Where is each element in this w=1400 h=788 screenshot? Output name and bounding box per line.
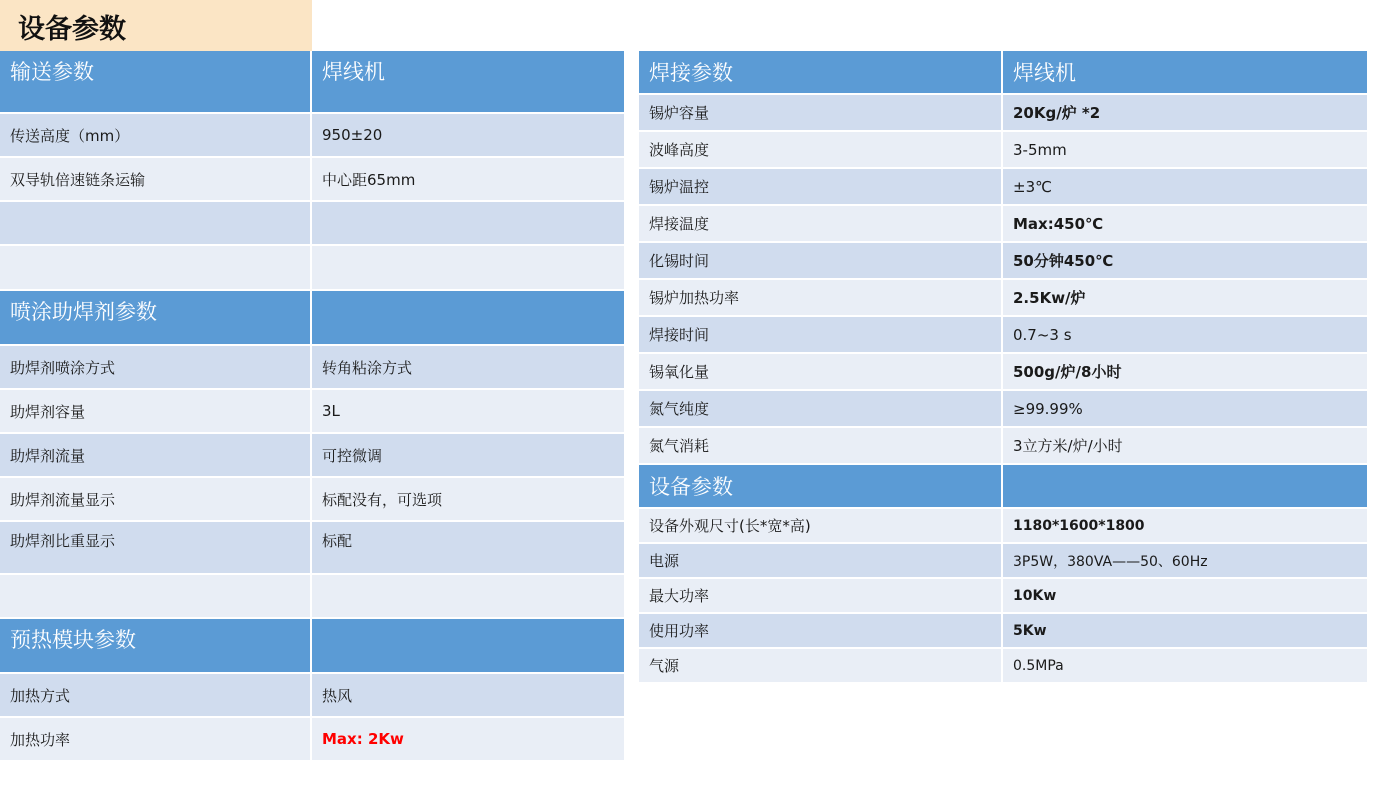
- param-value: 热风: [312, 674, 624, 718]
- section-header-flux: [0, 291, 624, 346]
- table-row: [639, 428, 1367, 465]
- param-name: 使用功率: [639, 614, 1003, 649]
- table-row: [639, 169, 1367, 206]
- param-value: 50分钟450℃: [1003, 243, 1367, 280]
- param-value: 中心距65mm: [312, 158, 624, 202]
- header-value: [312, 291, 624, 346]
- param-name: 助焊剂比重显示: [0, 522, 312, 575]
- header-label: 焊接参数: [639, 51, 1003, 95]
- table-row: [0, 346, 624, 390]
- param-value: 3-5mm: [1003, 132, 1367, 169]
- param-value: 3P5W，380VA——50、60Hz: [1003, 544, 1367, 579]
- table-row: [0, 434, 624, 478]
- param-value: 20Kg/炉 *2: [1003, 95, 1367, 132]
- param-name: 焊接温度: [639, 206, 1003, 243]
- param-value: 0.5MPa: [1003, 649, 1367, 684]
- param-name: [0, 575, 312, 619]
- param-value: 可控微调: [312, 434, 624, 478]
- param-value: 2.5Kw/炉: [1003, 280, 1367, 317]
- table-row: [639, 95, 1367, 132]
- table-row: [639, 579, 1367, 614]
- table-row: [639, 132, 1367, 169]
- param-name: 加热方式: [0, 674, 312, 718]
- table-row-empty: [0, 246, 624, 291]
- param-value: 1180*1600*1800: [1003, 509, 1367, 544]
- header-value: 焊线机: [1003, 51, 1367, 95]
- table-row: [639, 649, 1367, 684]
- table-row-empty: [0, 575, 624, 619]
- header-label: 预热模块参数: [0, 619, 312, 674]
- param-name: 锡炉容量: [639, 95, 1003, 132]
- param-value-highlight: Max: 2Kw: [312, 718, 624, 762]
- page-title: 设备参数: [18, 14, 126, 45]
- param-value: [312, 202, 624, 246]
- param-name: 双导轨倍速链条运输: [0, 158, 312, 202]
- table-row: [0, 718, 624, 762]
- section-header-conveyor: [0, 51, 624, 114]
- header-label: 输送参数: [0, 51, 312, 114]
- param-name: 传送高度（mm）: [0, 114, 312, 158]
- param-name: 助焊剂流量: [0, 434, 312, 478]
- table-row: [639, 509, 1367, 544]
- table-row: [639, 354, 1367, 391]
- right-spec-table: [639, 51, 1367, 684]
- left-spec-table: [0, 51, 624, 762]
- param-value: [312, 246, 624, 291]
- page-title-box: [0, 0, 312, 51]
- table-row-empty: [0, 202, 624, 246]
- table-row: [639, 243, 1367, 280]
- table-row: [639, 544, 1367, 579]
- param-value: 0.7~3 s: [1003, 317, 1367, 354]
- param-value: 500g/炉/8小时: [1003, 354, 1367, 391]
- param-name: 最大功率: [639, 579, 1003, 614]
- table-row: [639, 317, 1367, 354]
- param-value: Max:450℃: [1003, 206, 1367, 243]
- section-header-preheat: [0, 619, 624, 674]
- param-name: 电源: [639, 544, 1003, 579]
- table-row: [0, 478, 624, 522]
- table-row: [639, 614, 1367, 649]
- param-name: 氮气纯度: [639, 391, 1003, 428]
- header-label: 设备参数: [639, 465, 1003, 509]
- section-header-welding: [639, 51, 1367, 95]
- param-name: 氮气消耗: [639, 428, 1003, 465]
- table-row: [639, 391, 1367, 428]
- param-value: 950±20: [312, 114, 624, 158]
- header-value: 焊线机: [312, 51, 624, 114]
- param-value: 转角粘涂方式: [312, 346, 624, 390]
- param-name: 焊接时间: [639, 317, 1003, 354]
- table-row: [0, 674, 624, 718]
- param-name: 化锡时间: [639, 243, 1003, 280]
- param-value: 3立方米/炉/小时: [1003, 428, 1367, 465]
- param-name: [0, 202, 312, 246]
- param-name: 锡炉加热功率: [639, 280, 1003, 317]
- param-name: 波峰高度: [639, 132, 1003, 169]
- param-name: 助焊剂流量显示: [0, 478, 312, 522]
- header-value: [1003, 465, 1367, 509]
- table-row: [639, 206, 1367, 243]
- param-name: 锡炉温控: [639, 169, 1003, 206]
- param-value: 标配没有，可选项: [312, 478, 624, 522]
- param-name: 加热功率: [0, 718, 312, 762]
- param-value: ±3℃: [1003, 169, 1367, 206]
- table-row: [0, 114, 624, 158]
- param-value: 10Kw: [1003, 579, 1367, 614]
- table-row: [0, 158, 624, 202]
- param-value: ≥99.99%: [1003, 391, 1367, 428]
- section-header-equipment: [639, 465, 1367, 509]
- param-name: 设备外观尺寸(长*宽*高): [639, 509, 1003, 544]
- param-name: 助焊剂容量: [0, 390, 312, 434]
- header-value: [312, 619, 624, 674]
- param-name: 气源: [639, 649, 1003, 684]
- param-value: 5Kw: [1003, 614, 1367, 649]
- header-label: 喷涂助焊剂参数: [0, 291, 312, 346]
- param-value: [312, 575, 624, 619]
- table-row: [639, 280, 1367, 317]
- param-name: 助焊剂喷涂方式: [0, 346, 312, 390]
- table-row: [0, 522, 624, 575]
- param-value: 3L: [312, 390, 624, 434]
- param-name: 锡氧化量: [639, 354, 1003, 391]
- table-row: [0, 390, 624, 434]
- param-name: [0, 246, 312, 291]
- param-value: 标配: [312, 522, 624, 575]
